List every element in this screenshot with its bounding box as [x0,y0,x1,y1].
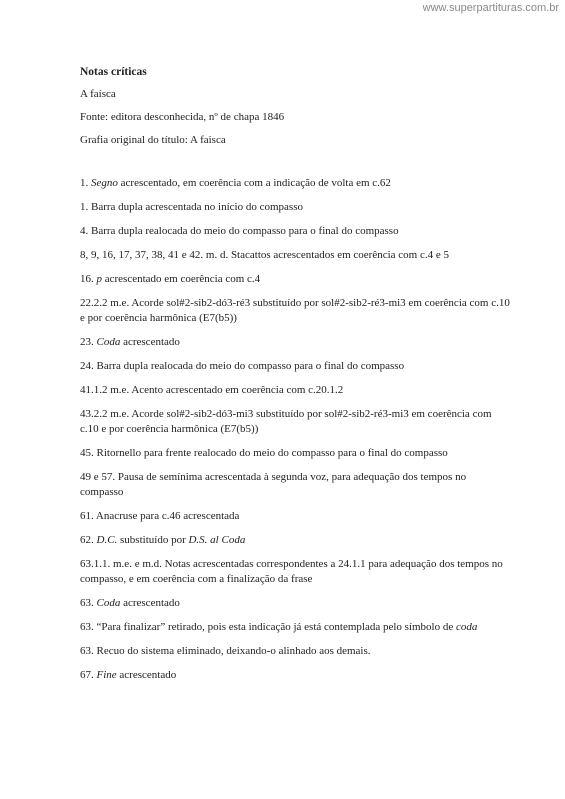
note-item [80,296,510,326]
note-item [80,272,510,287]
note-italic: coda [456,621,478,633]
note-item [80,557,510,587]
note-text: acrescentado [116,669,177,681]
note-item [80,596,510,611]
note-text: 67. [80,669,97,681]
note-text: 41.1.2 m.e. Acento acrescentado em coerência com c.20.1.2 [80,384,344,396]
note-text: 49 e 57. Pausa de semínima acrescentada à segunda voz, para adequação dos tempos no compasso [80,471,467,498]
note-text: acrescentado, em coerência com a indicação de volta em c.62 [117,177,391,189]
original-title-line: Grafia original do título: A faisca [80,134,226,146]
site-url: www.superpartituras.com.br [422,2,559,14]
note-italic: D.S. al Coda [188,534,246,546]
note-item [80,533,510,548]
note-item [80,407,510,437]
note-italic: Coda [96,336,121,348]
note-italic: D.C. [96,534,118,546]
piece-title: A faísca [80,88,116,100]
note-item [80,509,510,524]
note-item [80,383,510,398]
note-text: 63. “Para finalizar” retirado, pois esta indicação já está contemplada pelo símbolo de [80,621,456,633]
note-text: 24. Barra dupla realocada do meio do compasso para o final do compasso [80,360,405,372]
note-text: 23. [80,336,97,348]
note-item [80,335,510,350]
note-text: 43.2.2 m.e. Acorde sol#2-sib2-dó3-mi3 substituído por sol#2-sib2-ré3-mi3 em coerência com c.10 e por coerência harmônica (E7(b5)) [80,408,492,435]
note-item [80,470,510,500]
note-item [80,446,510,461]
note-text: 63. Recuo do sistema eliminado, deixando-o alinhado aos demais. [80,645,371,657]
note-text: 63. [80,597,97,609]
note-text: 1. [80,177,91,189]
note-italic: Fine [96,669,117,681]
note-italic: p [96,273,102,285]
note-text: 22.2.2 m.e. Acorde sol#2-sib2-dó3-ré3 substituído por sol#2-sib2-ré3-mi3 em coerência com c.10 e por coerência harmônica (E7(b5)) [80,297,510,324]
note-text: acrescentado [120,336,180,348]
spacer [80,156,510,176]
note-text: acrescentado [120,597,180,609]
note-text: 16. [80,273,97,285]
note-italic: Coda [96,597,121,609]
note-item [80,668,510,683]
note-text: 8, 9, 16, 17, 37, 38, 41 e 42. m. d. Stacattos acrescentados em coerência com c.4 e 5 [80,249,449,261]
note-text: 61. Anacruse para c.46 acrescentada [80,510,240,522]
note-item [80,248,510,263]
notes-list [80,176,510,683]
note-item [80,200,510,215]
note-text: substituído por [117,534,189,546]
note-text: 1. Barra dupla acrescentada no início do compasso [80,201,303,213]
note-item [80,224,510,239]
document-heading: Notas críticas [80,66,147,78]
note-text: 62. [80,534,97,546]
note-text: acrescentado em coerência com c.4 [102,273,261,285]
source-line: Fonte: editora desconhecida, nº de chapa 1846 [80,111,285,123]
document-page [80,66,510,692]
note-text: 63.1.1. m.e. e m.d. Notas acrescentadas correspondentes a 24.1.1 para adequação dos tempos no compasso, e em coerência com a finalização da frase [80,558,503,585]
note-item [80,620,510,635]
note-text: 4. Barra dupla realocada do meio do compasso para o final do compasso [80,225,399,237]
note-text: 45. Ritornello para frente realocado do meio do compasso para o final do compasso [80,447,448,459]
note-italic: Segno [91,177,118,189]
note-item [80,644,510,659]
note-item [80,176,510,191]
note-item [80,359,510,374]
